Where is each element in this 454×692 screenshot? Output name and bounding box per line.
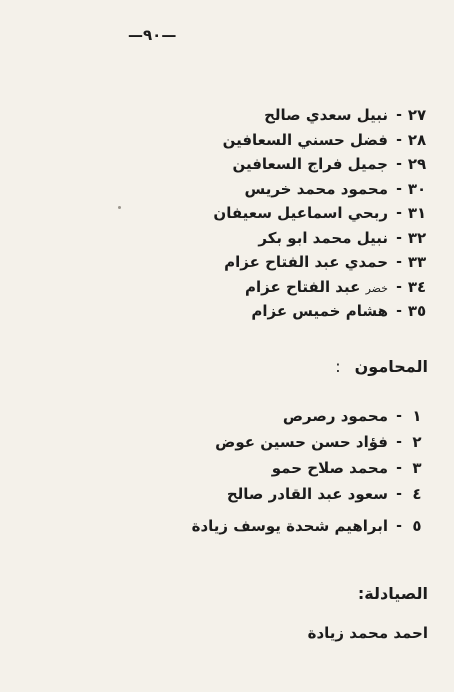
- item-number: ٣١: [407, 204, 427, 223]
- item-name: [245, 278, 392, 296]
- item-name: فضل حسني السعافين: [222, 130, 388, 149]
- list-item: ٣٣ - حمدي عبد الفتاح عزام: [224, 253, 427, 272]
- list-item: ١ - محمود رصرص: [192, 403, 428, 429]
- item-number: ١: [412, 407, 422, 425]
- item-name: جميل فراج السعافين: [232, 155, 388, 174]
- item-name: محمود محمد خريس: [244, 179, 388, 198]
- list-item: ٣١ - ربحي اسماعيل سعيفان: [213, 204, 427, 223]
- item-name-prefix: خضر: [365, 281, 388, 295]
- list-item: ٣٢ - نبيل محمد ابو بكر: [258, 228, 427, 247]
- item-name: محمد صلاح حمو: [271, 459, 388, 477]
- item-name-rest: عبد الفتاح عزام: [245, 277, 361, 296]
- item-name: حمدي عبد الفتاح عزام: [224, 253, 388, 272]
- heading-text: المحامون: [354, 357, 428, 376]
- item-name: فؤاد حسن حسين عوض: [215, 433, 388, 451]
- item-name: ربحي اسماعيل سعيفان: [213, 204, 388, 223]
- item-name: هشام خميس عزام: [251, 302, 388, 321]
- list-item: ٥ - ابراهيم شحدة يوسف زيادة: [192, 513, 428, 539]
- list-item: ٢ - فؤاد حسن حسين عوض: [192, 429, 428, 455]
- list-item: ٢٧ - نبيل سعدي صالح: [264, 106, 427, 125]
- list-item: ٤ - سعود عبد القادر صالح: [192, 481, 428, 507]
- names-list-continued: [213, 103, 428, 324]
- item-name: نبيل سعدي صالح: [264, 106, 388, 125]
- paper-speck: [118, 206, 121, 209]
- item-name: ابراهيم شحدة يوسف زيادة: [191, 517, 388, 535]
- item-number: ٣: [412, 459, 422, 477]
- item-name: محمود رصرص: [282, 407, 388, 425]
- list-item: ٣ - محمد صلاح حمو: [192, 455, 428, 481]
- item-name: نبيل محمد ابو بكر: [258, 228, 388, 247]
- pharmacist-name: احمد محمد زيادة: [307, 624, 428, 642]
- page-number: —٩٠—: [128, 26, 177, 44]
- item-name: سعود عبد القادر صالح: [226, 485, 388, 503]
- item-number: ٢: [412, 433, 422, 451]
- list-item: ٣٠ - محمود محمد خريس: [244, 179, 427, 198]
- list-item: ٢٨ - فضل حسني السعافين: [222, 130, 427, 149]
- section-heading-pharmacists: الصيادلة:: [357, 584, 428, 603]
- item-number: ٤: [412, 485, 422, 503]
- list-item: ٣٤ - خضر عبد الفتاح عزام: [245, 277, 427, 296]
- item-number: ٣٢: [407, 228, 427, 247]
- heading-colon: :: [335, 357, 341, 376]
- lawyers-list: [192, 403, 428, 539]
- item-number: ٥: [412, 517, 422, 535]
- item-number: ٣٤: [407, 277, 427, 296]
- list-item: ٣٥ - هشام خميس عزام: [251, 302, 427, 321]
- item-number: ٢٧: [407, 106, 427, 125]
- list-item: ٢٩ - جميل فراج السعافين: [232, 155, 427, 174]
- item-number: ٣٠: [407, 179, 427, 198]
- item-number: ٢٩: [407, 155, 427, 174]
- item-number: ٣٣: [407, 253, 427, 272]
- item-number: ٣٥: [407, 302, 427, 321]
- section-heading-lawyers: [335, 357, 428, 376]
- item-number: ٢٨: [407, 130, 427, 149]
